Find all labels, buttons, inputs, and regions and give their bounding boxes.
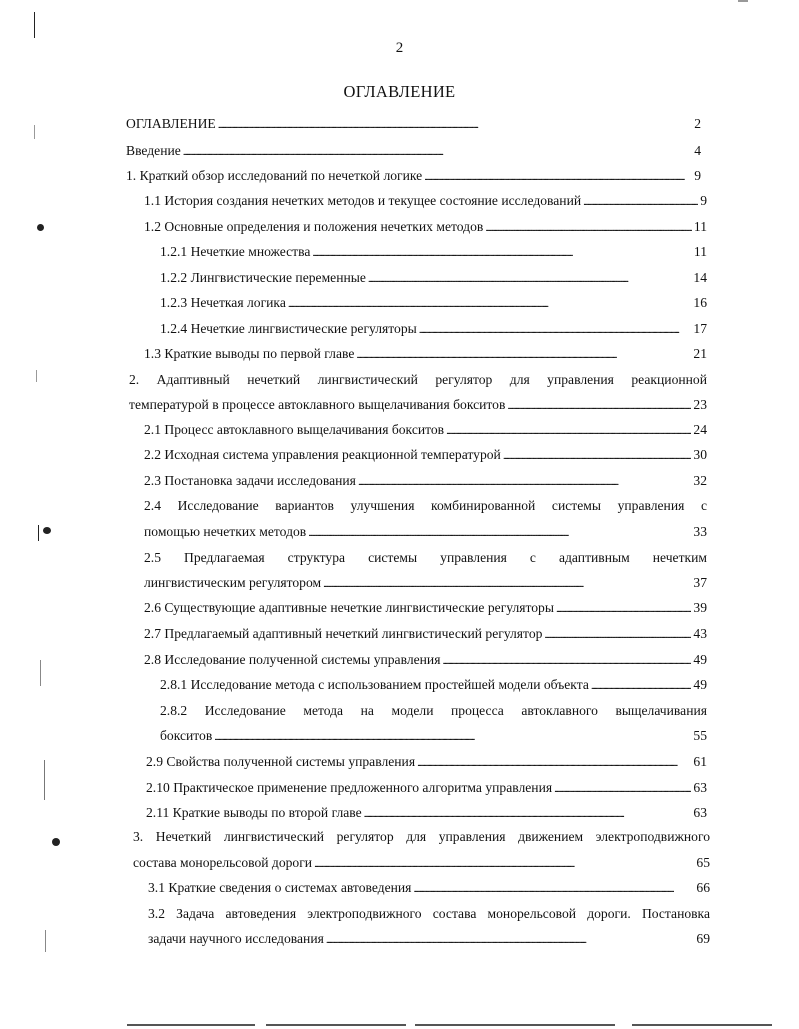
toc-entry: бокситов . . . 55 (160, 726, 707, 746)
toc-entry-line1: 2.4 Исследование вариантов улучшения комбинированной системы управления с (144, 498, 707, 513)
dot-leader (556, 598, 691, 619)
toc-entry-line1: 2.5 Предлагаемая структура системы управления с адаптивным нечетким (144, 550, 707, 565)
toc-entry: помощью нечетких методов . . . 33 (144, 522, 707, 542)
dot-leader (446, 420, 691, 441)
dot-leader (554, 778, 691, 799)
toc-entry: 2.9 Свойства полученной системы управления . . . 61 (146, 752, 707, 772)
punch-hole-mark (43, 527, 51, 534)
toc-entry: 1. Краткий обзор исследований по нечеткой логике . . . 9 (126, 166, 701, 186)
scan-edge-line (415, 1024, 615, 1026)
toc-entry: 1.2.1 Нечеткие множества . . . 11 (160, 242, 707, 262)
margin-mark (44, 760, 45, 800)
dot-leader (583, 191, 698, 212)
dot-leader (358, 471, 691, 492)
dot-leader (544, 624, 691, 645)
dot-leader (323, 573, 691, 594)
toc-entry: состава монорельсовой дороги . . . 65 (133, 853, 710, 873)
toc-entry: задачи научного исследования . . . 69 (148, 929, 710, 949)
scan-edge-line (632, 1024, 772, 1026)
toc-entry-line1: 3. Нечеткий лингвистический регулятор для управления движением электроподвижного (133, 829, 710, 844)
dot-leader (419, 319, 692, 340)
toc-entry: 2.1 Процесс автоклавного выщелачивания бокситов . . . 24 (144, 420, 707, 440)
toc-entry: 1.2.3 Нечеткая логика . . . 16 (160, 293, 707, 313)
dot-leader (591, 675, 692, 696)
toc-entry: 1.1 История создания нечетких методов и текущее состояние исследований . . . 9 (144, 191, 707, 211)
dot-leader (314, 853, 694, 874)
dot-leader (288, 293, 692, 314)
punch-hole-mark (52, 838, 60, 846)
dot-leader (356, 344, 691, 365)
scan-edge-line (127, 1024, 255, 1026)
margin-mark (738, 0, 748, 2)
margin-mark (34, 12, 35, 38)
dot-leader (503, 445, 692, 466)
toc-entry: 1.3 Краткие выводы по первой главе . . . 21 (144, 344, 707, 364)
dot-leader (417, 752, 691, 773)
toc-entry: 2.10 Практическое применение предложенного алгоритма управления . . . 63 (146, 778, 707, 798)
toc-entry: 2.6 Существующие адаптивные нечеткие лингвистические регуляторы . . . 39 (144, 598, 707, 618)
dot-leader (364, 803, 692, 824)
margin-mark (40, 660, 41, 686)
toc-entry: 1.2.2 Лингвистические переменные . . . 14 (160, 268, 707, 288)
toc-entry: лингвистическим регулятором . . . 37 (144, 573, 707, 593)
margin-mark (45, 930, 46, 952)
dot-leader (485, 217, 692, 238)
toc-entry-line1: 3.2 Задача автоведения электроподвижного состава монорельсовой дороги. Постановка (148, 906, 710, 921)
dot-leader (507, 395, 691, 416)
toc-entry: 1.2.4 Нечеткие лингвистические регуляторы . . . 17 (160, 319, 707, 339)
toc-entry: ОГЛАВЛЕНИЕ . . . 2 (126, 114, 701, 134)
dot-leader (183, 141, 692, 162)
toc-entry: Введение . . . 4 (126, 141, 701, 161)
toc-entry: 2.2 Исходная система управления реакционной температурой . . . 30 (144, 445, 707, 465)
dot-leader (214, 726, 691, 747)
toc-entry: 2.8.1 Исследование метода с использованием простейшей модели объекта . . . 49 (160, 675, 707, 695)
toc-entry: 3.1 Краткие сведения о системах автоведения . . . 66 (148, 878, 710, 898)
page-title: ОГЛАВЛЕНИЕ (343, 82, 456, 101)
toc-entry: 1.2 Основные определения и положения нечетких методов . . . 11 (144, 217, 707, 237)
page-number: 2 (395, 40, 404, 56)
toc-entry: 2.8 Исследование полученной системы управления . . . 49 (144, 650, 707, 670)
margin-mark (34, 125, 35, 139)
toc-entry: 2.3 Постановка задачи исследования . . . 32 (144, 471, 707, 491)
dot-leader (312, 242, 692, 263)
dot-leader (308, 522, 691, 543)
dot-leader (368, 268, 691, 289)
margin-mark (38, 525, 39, 541)
toc-entry: 2.11 Краткие выводы по второй главе . . . 63 (146, 803, 707, 823)
dot-leader (218, 114, 693, 135)
margin-mark (36, 370, 37, 382)
dot-leader (413, 878, 694, 899)
toc-entry: температурой в процессе автоклавного выщелачивания бокситов . . . 23 (129, 395, 707, 415)
toc-entry-line1: 2. Адаптивный нечеткий лингвистический регулятор для управления реакционной (129, 372, 707, 387)
scan-edge-line (266, 1024, 406, 1026)
dot-leader (442, 650, 691, 671)
dot-leader (424, 166, 692, 187)
toc-entry-line1: 2.8.2 Исследование метода на модели процесса автоклавного выщелачивания (160, 703, 707, 718)
dot-leader (326, 929, 695, 950)
punch-hole-mark (37, 224, 44, 231)
toc-entry: 2.7 Предлагаемый адаптивный нечеткий лингвистический регулятор . . . 43 (144, 624, 707, 644)
